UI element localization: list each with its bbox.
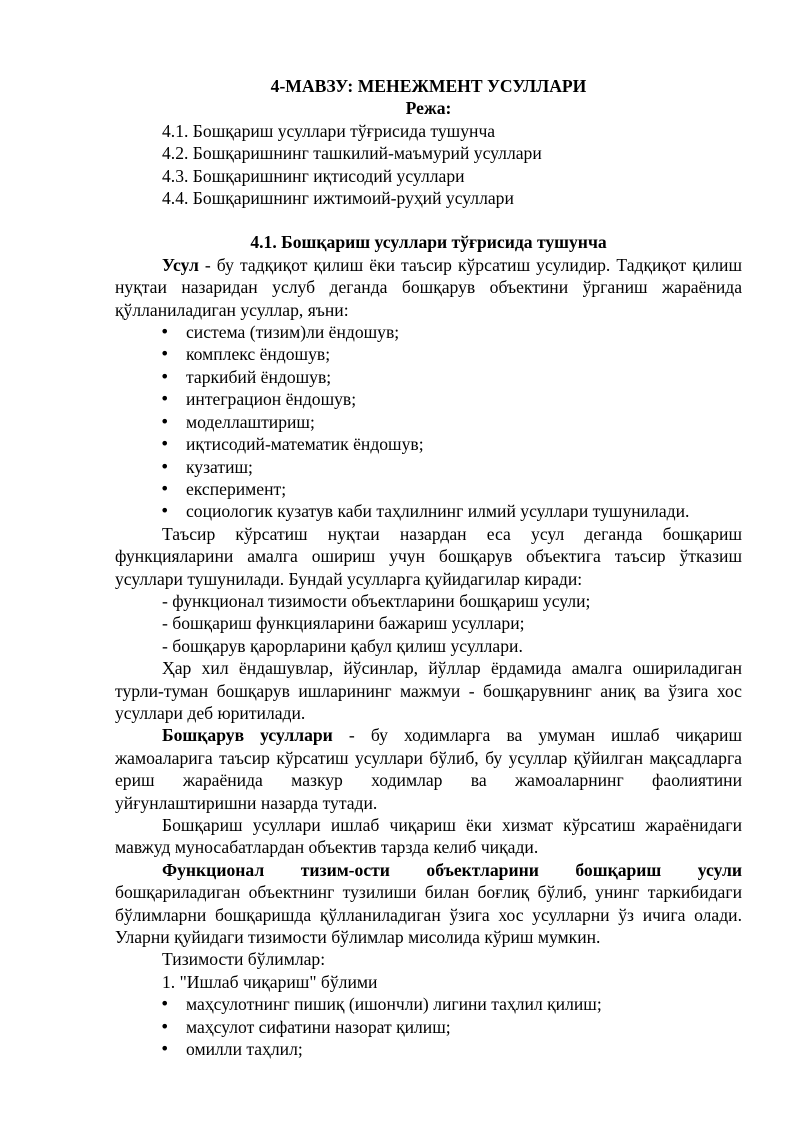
- plan-item: 4.1. Бошқариш усуллари тўғрисида тушунча: [162, 120, 496, 141]
- paragraph-influence: Таъсир кўрсатиш нуқтаи назардан еса усул деганда бошқариш функцияларини амалга ошириш учун бошқарув объектига таъсир ўтказиш усуллари тушунилади. Бундай усулларга қуйидагилар киради:: [115, 523, 742, 589]
- list-item: • иқтисодий-математик ёндошув;: [115, 433, 742, 455]
- subsystems-label: Тизимости бўлимлар:: [162, 949, 326, 970]
- paragraph-functional: [115, 859, 742, 949]
- dash-list: [115, 590, 742, 657]
- list-item: • маҳсулот сифатини назорат қилиш;: [115, 1016, 742, 1038]
- paragraph-origin: Бошқариш усуллари ишлаб чиқариш ёки хизмат кўрсатиш жараёнидаги мавжуд муносабатлардан объектив тарзда келиб чиқади.: [115, 815, 742, 858]
- production-list: [115, 993, 742, 1060]
- list-item: • кузатиш;: [115, 456, 742, 478]
- plan-item: 4.4. Бошқаришнинг ижтимоий-руҳий усуллари: [162, 188, 514, 209]
- plan-list: [115, 120, 742, 210]
- section-heading: 4.1. Бошқариш усуллари тўғрисида тушунча: [250, 232, 607, 253]
- paragraph-text: - бу ходимларга ва умуман ишлаб чиқариш жамоаларига таъсир кўрсатиш усуллари бўлиб, бу усуллар қўйилган мақсадларга ериш жараёнида мазкур ходимлар ва жамоаларнинг фаолиятини уйғунлаштиришни назарда тутади.: [115, 725, 742, 813]
- approaches-list: [115, 321, 742, 523]
- document-page: [115, 75, 742, 1060]
- dash-item: - бошқарув қарорларини қабул қилиш усуллари.: [162, 635, 523, 656]
- plan-item: 4.3. Бошқаришнинг иқтисодий усуллари: [162, 165, 465, 186]
- dash-item: - функционал тизимости объектларини бошқариш усули;: [162, 590, 591, 611]
- paragraph-management-methods: [115, 724, 742, 814]
- term-management-methods: Бошқарув усуллари: [162, 725, 333, 746]
- list-item: • маҳсулотнинг пишиқ (ишончли) лигини таҳлил қилиш;: [115, 993, 742, 1015]
- paragraph-method: [115, 254, 742, 321]
- term-functional: Функционал тизим-ости объектларини бошқариш усули: [162, 859, 742, 880]
- plan-heading: Режа:: [405, 98, 452, 119]
- list-item: • комплекс ёндошув;: [115, 343, 742, 365]
- list-item: • система (тизим)ли ёндошув;: [115, 321, 742, 343]
- list-item: • таркибий ёндошув;: [115, 366, 742, 388]
- spacer: [115, 209, 742, 231]
- list-item: • социологик кузатув каби таҳлилнинг илмий усуллари тушунилади.: [115, 500, 742, 522]
- list-item: • експеримент;: [115, 478, 742, 500]
- document-title: 4-МАВЗУ: МЕНЕЖМЕНТ УСУЛЛАРИ: [270, 76, 587, 96]
- list-item: • интеграцион ёндошув;: [115, 388, 742, 410]
- list-item: • моделлаштириш;: [115, 411, 742, 433]
- paragraph-text: бошқариладиган объектнинг тузилиши билан боғлиқ бўлиб, унинг таркибидаги бўлимларни бошқаришда қўлланиладиган ўзига хос усулларни ўз ичига олади. Уларни қуйидаги тизимости бўлимлар мисолида кўриш мумкин.: [115, 882, 742, 948]
- term-method: Усул: [162, 254, 199, 275]
- list-item: • омилли таҳлил;: [115, 1038, 742, 1060]
- plan-item: 4.2. Бошқаришнинг ташкилий-маъмурий усуллари: [162, 143, 542, 164]
- subsystem-heading: 1. "Ишлаб чиқариш" бўлими: [162, 971, 378, 992]
- paragraph-approaches: Ҳар хил ёндашувлар, йўсинлар, йўллар ёрдамида амалга ошириладиган турли-туман бошқарув ишларининг мажмуи - бошқарувнинг аниқ ва ўзига хос усуллари деб юритилади.: [115, 658, 742, 723]
- paragraph-text: - бу тадқиқот қилиш ёки таъсир кўрсатиш усулидир. Тадқиқот қилиш нуқтаи назаридан услуб деганда бошқарув объектини ўрганиш жараёнида қўлланиладиган усуллар, яъни:: [115, 254, 742, 320]
- dash-item: - бошқариш функцияларини бажариш усуллари;: [162, 613, 525, 634]
